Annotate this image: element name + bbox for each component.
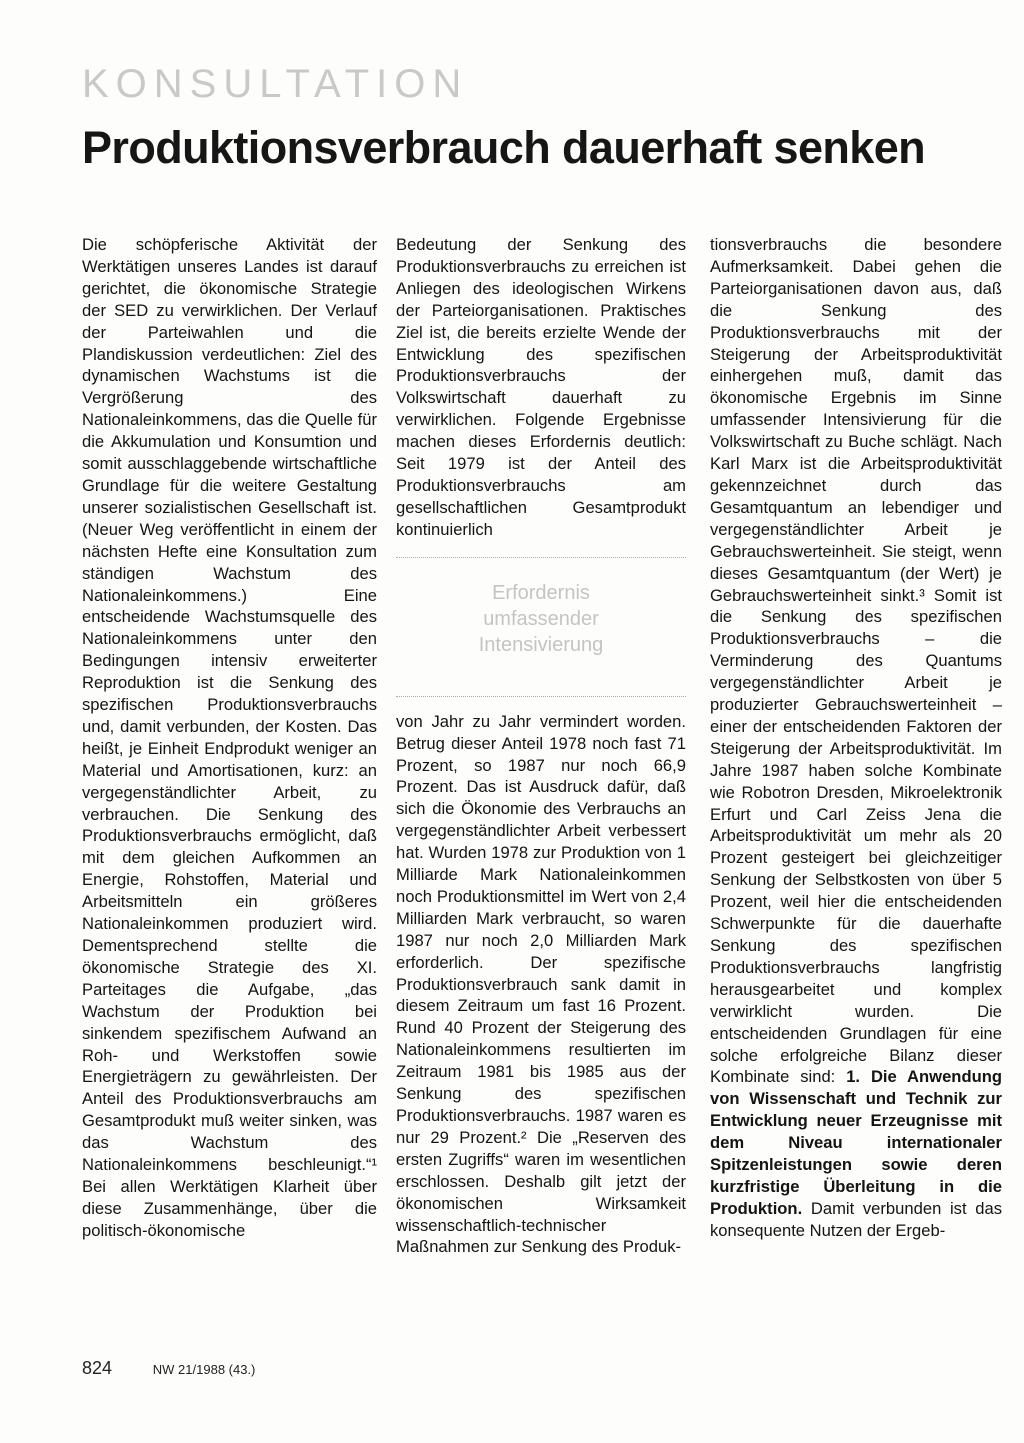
- column-3-text: [710, 234, 1002, 1242]
- pullquote-line-1: Erfordernis: [492, 581, 590, 604]
- page-number: 824: [82, 1358, 113, 1378]
- column-3-bold-point: 1. Die Anwendung von Wissenschaft und Technik zur Entwicklung neuer Erzeugnisse mit dem Niveau internationaler Spitzenleistungen sowie deren kurzfristige Überleitung in die Produktion.: [710, 1067, 1002, 1218]
- column-3-text-b: Damit verbunden ist das konsequente Nutzen der Ergeb-: [710, 1198, 1002, 1240]
- column-2-bottom-text: von Jahr zu Jahr vermindert worden. Betrug dieser Anteil 1978 noch fast 71 Prozent, so 1987 nur noch 66,9 Prozent. Das ist Ausdruck dafür, daß sich die Ökonomie des Verbrauchs an vergegenständlichter Arbeit verbessert hat. Wurden 1978 zur Produktion von 1 Milliarde Mark Nationaleinkommen noch Produktionsmittel im Wert von 2,4 Milliarden Mark verbraucht, so waren 1987 nur noch 2,0 Milliarden Mark erforderlich. Der spezifische Produktionsverbrauch sank damit in diesem Zeitraum um fast 16 Prozent. Rund 40 Prozent der Steigerung des Nationaleinkommens resultierten im Zeitraum 1981 bis 1985 aus der Senkung des spezifischen Produktionsverbrauchs. 1987 waren es nur 29 Prozent.² Die „Reserven des ersten Zugriffs“ waren im wesentlichen erschlossen. Deshalb gilt jetzt der ökonomischen Wirksamkeit wissenschaftlich-technischer Maßnahmen zur Senkung des Produk-: [396, 711, 686, 1257]
- issue-reference: NW 21/1988 (43.): [152, 1362, 256, 1377]
- kicker: KONSULTATION: [82, 62, 469, 106]
- column-2: [396, 234, 686, 1258]
- pullquote-line-2: umfassender: [483, 607, 599, 630]
- column-3: [710, 234, 1002, 1242]
- pullquote: [396, 557, 686, 697]
- footer: [82, 1358, 255, 1379]
- column-2-top-text: Bedeutung der Senkung des Produktionsverbrauchs zu erreichen ist Anliegen des ideologischen Wirkens der Parteiorganisationen. Praktisches Ziel ist, die bereits erzielte Wende der Entwicklung des spezifischen Produktionsverbrauchs der Volkswirtschaft dauerhaft zu verwirklichen. Folgende Ergebnisse machen dieses Erfordernis deutlich: Seit 1979 ist der Anteil des Produktionsverbrauchs am gesellschaftlichen Gesamtprodukt kontinuierlich: [396, 235, 686, 539]
- column-1: [82, 234, 377, 1242]
- column-3-text-a: tionsverbrauchs die besondere Aufmerksamkeit. Dabei gehen die Parteiorganisationen davon aus, daß die Senkung des Produktionsverbrauchs mit der Steigerung der Arbeitsproduktivität einhergehen muß, damit das ökonomische Ergebnis im Sinne umfassender Intensivierung für die Volkswirtschaft zu Buche schlägt. Nach Karl Marx ist die Arbeitsproduktivität gekennzeichnet durch das Gesamtquantum an lebendiger und vergegenständlichter Arbeit je Gebrauchswerteinheit. Sie steigt, wenn dieses Gesamtquantum (der Wert) je Gebrauchswerteinheit sinkt.³ Somit ist die Senkung des spezifischen Produktionsverbrauchs – die Verminderung des Quantums vergegenständlichter Arbeit je produzierter Gebrauchswerteinheit – einer der entscheidenden Faktoren der Steigerung der Arbeitsproduktivität. Im Jahre 1987 haben solche Kombinate wie Robotron Dresden, Mikroelektronik Erfurt und Carl Zeiss Jena die Arbeitsproduktivität um mehr als 20 Prozent gesteigert bei gleichzeitiger Senkung der Selbstkosten von über 5 Prozent, weil hier die entscheidenden Schwerpunkte für die dauerhafte Senkung des spezifischen Produktionsverbrauchs langfristig herausgearbeitet und komplex verwirklicht wurden. Die entscheidenden Grundlagen für eine solche erfolgreiche Bilanz dieser Kombinate sind:: [710, 235, 1002, 1087]
- pullquote-line-3: Intensivierung: [478, 633, 604, 656]
- column-1-text: Die schöpferische Aktivität der Werktätigen unseres Landes ist darauf gerichtet, die ökonomische Strategie der SED zu verwirklichen. Der Verlauf der Parteiwahlen und die Plandiskussion verdeutlichen: Ziel des dynamischen Wachstums ist die Vergrößerung des Nationaleinkommens, das die Quelle für die Akkumulation und Konsumtion und somit ausschlaggebende wirtschaftliche Grundlage für die weitere Gestaltung unserer sozialistischen Gesellschaft ist. (Neuer Weg veröffentlicht in einem der nächsten Hefte eine Konsultation zum ständigen Wachstum des Nationaleinkommens.) Eine entscheidende Wachstumsquelle des Nationaleinkommens unter den Bedingungen intensiv erweiterter Reproduktion ist die Senkung des spezifischen Produktionsverbrauchs und, damit verbunden, der Kosten. Das heißt, je Einheit Endprodukt weniger an Material und Amortisationen, kurz: an vergegenständlichter Arbeit, zu verbrauchen. Die Senkung des Produktionsverbrauchs ermöglicht, daß mit dem gleichen Aufkommen an Energie, Rohstoffen, Material und Arbeitsmitteln ein größeres Nationaleinkommen produziert wird. Dementsprechend stellte die ökonomische Strategie des XI. Parteitages die Aufgabe, „das Wachstum der Produktion bei sinkendem spezifischem Aufwand an Roh- und Werkstoffen sowie Energieträgern zu gewährleisten. Der Anteil des Produktionsverbrauchs am Gesamtprodukt muß weiter sinken, was das Wachstum des Nationaleinkommens beschleunigt.“¹ Bei allen Werktätigen Klarheit über diese Zusammenhänge, über die politisch-ökonomische: [82, 235, 377, 1240]
- headline: Produktionsverbrauch dauerhaft senken: [82, 122, 926, 173]
